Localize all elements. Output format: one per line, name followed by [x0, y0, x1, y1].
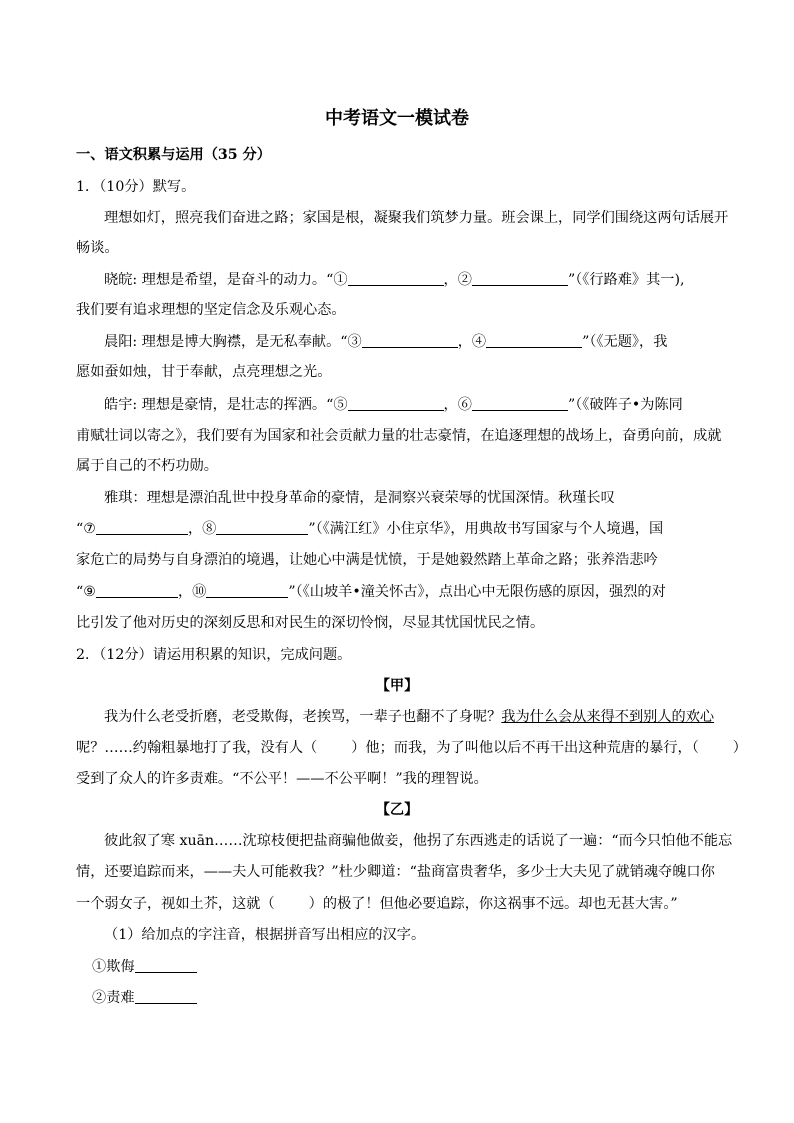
passage-jia-label: 【甲】: [375, 678, 419, 694]
page-title: 中考语文一模试卷: [325, 108, 469, 129]
section-heading: 一、语文积累与运用（35 分）: [76, 147, 271, 163]
passage-yi-line-3: [76, 893, 678, 913]
pinyin-item-2: [92, 987, 197, 1007]
q1-paragraph-yaqi-line-5: 比引发了他对历史的深刻反思和对民生的深切怜悯，尽显其忧国忧民之情。: [76, 615, 545, 631]
passage-yi-label: 【乙】: [375, 802, 419, 818]
q1-paragraph-yaqi-line-2: [76, 518, 663, 538]
sub-question-1: （1）给加点的字注音，根据拼音写出相应的汉字。: [104, 927, 426, 943]
text-segment: 皓宇: 理想是豪情，是壮志的挥洒。“⑤: [104, 397, 348, 413]
answer-blank-3[interactable]: [362, 333, 458, 348]
pinyin-item-1: [92, 956, 197, 976]
q1-paragraph-haoyu-end: 属于自己的不朽功勋。: [76, 458, 218, 474]
text-segment: 晓皖: 理想是希望，是奋斗的动力。“①: [104, 272, 348, 288]
question-2-heading: 2．（12分）请运用积累的知识，完成问题。: [76, 647, 352, 663]
text-segment: ，②: [443, 272, 472, 288]
answer-blank-9[interactable]: [96, 583, 178, 598]
answer-blank-10[interactable]: [206, 583, 288, 598]
text-segment: 一个弱女子，视如土芥，这就（: [76, 896, 275, 912]
answer-blank-1[interactable]: [348, 271, 444, 286]
q1-paragraph-yaqi-line-3: 家危亡的局势与自身漂泊的境遇，让她心中满是忧愤，于是她毅然踏上革命之路；张养浩悲吟: [76, 552, 658, 568]
q1-intro-line-2: 畅谈。: [76, 240, 119, 256]
text-segment: 我为什么老受折磨，老受欺侮，老挨骂，一辈子也翻不了身呢？: [104, 709, 502, 725]
answer-blank-7[interactable]: [96, 520, 188, 535]
text-segment: 呢？……约翰粗暴地打了我，没有人（: [76, 740, 318, 756]
pinyin-answer-blank-1[interactable]: [135, 958, 197, 973]
q1-paragraph-yaqi: 雅琪：理想是漂泊乱世中投身革命的豪情，是洞察兴衰荣辱的忧国深情。秋瑾长叹: [104, 490, 615, 506]
text-segment: ”（《破阵子•为陈同: [567, 397, 683, 413]
text-segment: ，⑧: [187, 521, 217, 537]
q1-paragraph-haoyu-cont: 甫赋壮词以寄之》，我们要有为国家和社会贡献力量的壮志豪情，在追逐理想的战场上，奋勇向前，成就: [76, 428, 722, 444]
answer-blank-8[interactable]: [216, 520, 308, 535]
answer-blank-5[interactable]: [348, 396, 444, 411]
text-segment: ，⑥: [443, 397, 472, 413]
text-segment: ，④: [457, 334, 487, 350]
q1-paragraph-chenyang-cont: 愿如蚕如烛，甘于奉献，点亮理想之光。: [76, 364, 332, 380]
text-segment: 晨阳: 理想是博大胸襟，是无私奉献。“③: [104, 334, 362, 350]
q1-paragraph-yaqi-line-4: [76, 581, 666, 601]
passage-yi-line-1: 彼此叙了寒 xuān……沈琼枝便把盐商骗他做妾，他拐了东西逃走的话说了一遍：“而今只怕他不能忘: [104, 833, 733, 849]
question-1-heading: 1．（10分）默写。: [76, 179, 196, 195]
item-label: ①欺侮: [92, 959, 135, 975]
text-segment: ”（《山坡羊•潼关怀古》，点出心中无限伤感的原因，强烈的对: [288, 584, 666, 600]
item-label: ②责难: [92, 990, 135, 1006]
text-segment: ”（《无题》，我: [582, 334, 668, 350]
q1-intro-line-1: 理想如灯，照亮我们奋进之路；家国是根，凝聚我们筑梦力量。班会课上，同学们围绕这两句话展开: [104, 210, 729, 226]
passage-jia-line-3: 受到了众人的许多责难。“不公平！——不公平啊！”我的理智说。: [76, 771, 488, 787]
text-segment: ，⑩: [177, 584, 207, 600]
q1-paragraph-xiaowan: [104, 269, 685, 289]
q1-paragraph-haoyu: [104, 394, 683, 414]
q1-paragraph-chenyang: [104, 331, 667, 351]
answer-blank-2[interactable]: [472, 271, 568, 286]
answer-blank-6[interactable]: [472, 396, 568, 411]
text-segment: ）的极了！但他必要追踪，你这祸事不远。却也无甚大害。”: [308, 896, 678, 912]
underlined-sentence: 我为什么会从来得不到别人的欢心: [501, 709, 715, 725]
text-segment: ）他；而我，为了叫他以后不再干出这种荒唐的暴行，（: [351, 740, 699, 756]
answer-blank-4[interactable]: [486, 333, 582, 348]
passage-yi-line-2: 情，还要追踪而来，——夫人可能救我？”杜少卿道：“盐商富贵奢华，多少士大夫见了就销魂夺魄口你: [76, 864, 715, 880]
text-segment: ”（《行路难》其一),: [567, 272, 685, 288]
pinyin-answer-blank-2[interactable]: [135, 989, 197, 1004]
passage-jia-line-2: [76, 737, 747, 757]
text-segment: ）: [732, 740, 747, 756]
text-segment: ”（《满江红》小住京华》，用典故书写国家与个人境遇，国: [308, 521, 664, 537]
q1-paragraph-xiaowan-cont: 我们要有追求理想的坚定信念及乐观心态。: [76, 302, 346, 318]
text-segment: “⑦: [76, 521, 96, 537]
text-segment: “⑨: [76, 584, 96, 600]
passage-jia-line-1: [104, 706, 714, 726]
